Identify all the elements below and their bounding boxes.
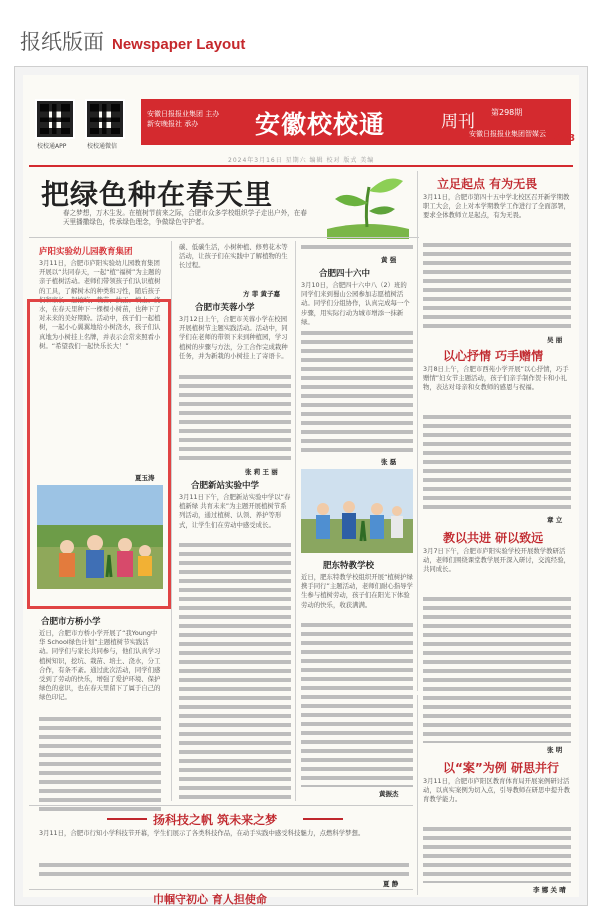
masthead-orgs: 安徽日报报业集团 主办 新安晚报社 承办 xyxy=(147,110,220,128)
story-body-continued xyxy=(39,861,409,877)
story-body-continued xyxy=(301,243,413,253)
lead-rule xyxy=(29,237,419,238)
newspaper-frame xyxy=(14,66,588,906)
story-title: 肥东特教学校 xyxy=(323,561,375,571)
newspaper-page xyxy=(23,75,579,906)
story-author: 张 明 xyxy=(547,746,563,754)
caption-english: Newspaper Layout xyxy=(112,36,246,53)
story-body: 3月8日上午，合肥市西苑小学开展“以心抒情，巧手赠情”妇女节主题活动，孩子们亲手制作贺卡和小礼物，表达对母亲和女教师的感恩与祝福。 xyxy=(423,365,569,392)
caption-chinese: 报纸版面 xyxy=(20,30,104,54)
section-rule xyxy=(29,889,413,890)
column-divider xyxy=(171,241,172,801)
story-body-continued xyxy=(423,413,571,513)
story-body-continued xyxy=(39,715,161,815)
column-divider xyxy=(417,695,418,895)
story-author: 章 立 xyxy=(547,516,563,524)
story-author: 吴 丽 xyxy=(547,336,563,344)
masthead-title: 安徽校校通 xyxy=(255,110,386,139)
app-qr-code xyxy=(37,101,73,137)
story-body: 3月11日，合肥市庐阳区教育体育局开展案例研讨活动，以真实案例为切入点，引导教师在研思中提升教育教学能力。 xyxy=(423,777,570,804)
story-author: 方 菲 黄子嘉 xyxy=(243,290,281,298)
story-title: 合肥新站实验中学 xyxy=(191,481,260,491)
headline-mark xyxy=(107,818,147,820)
column-divider xyxy=(417,171,418,691)
story-author: 张 磊 xyxy=(381,458,397,466)
story-body: 3月11日，合肥市行知小学科技节开幕，学生们展示了各类科技作品，在动手实践中感受科技魅力，点燃科学梦想。 xyxy=(39,829,365,837)
story-headline: 巾帼守初心 育人担使命 xyxy=(153,893,267,906)
story-author: 黄 强 xyxy=(381,256,397,264)
figure-caption xyxy=(20,26,245,56)
story-headline: 扬科技之帆 筑未来之梦 xyxy=(153,813,278,827)
story-body-continued xyxy=(301,329,413,455)
story-headline: 立足起点 有为无畏 xyxy=(437,177,538,191)
story-body: 3月12日上午，合肥市芙蓉小学在校园开展植树节主题实践活动。活动中，同学们在老师的带领下来到种植园，学习植树的步骤与方法，分工合作完成栽种任务，并为新栽的小树挂上了寄语卡。 xyxy=(179,315,288,360)
section-rule xyxy=(29,805,413,806)
wechat-qr-label: 校校通微信 xyxy=(87,143,118,150)
dateline: 2024年3月16日 星期六 编辑 校对 版式 美编 xyxy=(228,157,375,164)
story-title: 庐阳实验幼儿园教育集团 xyxy=(39,247,133,257)
story-body-continued xyxy=(301,621,413,787)
story-body: 3月11日，合肥市第四十五中学北校区召开新学期教职工大会，会上对本学期教学工作进行了全面部署，要求全体教师立足起点，有为无畏。 xyxy=(423,193,570,220)
highlight-box xyxy=(27,299,171,609)
story-headline: 教以共进 研以致远 xyxy=(443,531,544,545)
masthead-banner xyxy=(141,99,571,145)
story-title: 合肥市芙蓉小学 xyxy=(195,303,255,313)
story-body: 近日，合肥市方桥小学开展了“我Young中华 School绿色计划”主题植树节实践活动。同学们与家长共同参与，他们认真学习植树知识，挖坑、栽苗、培土、浇水，分工合作，有条不紊。通过此次活动，同学们感受到了劳动的快乐，增强了爱护环境、保护绿色的意识，也在春天里留下了属于自己的绿色印记。 xyxy=(39,629,161,702)
story-body: 近日，肥东特教学校组织开展“植树护绿 携手同行”主题活动，老师们耐心指导学生参与植树劳动，孩子们在阳光下体验劳动的快乐，收获满满。 xyxy=(301,573,413,609)
sprout-illustration xyxy=(317,167,417,239)
story-body-continued xyxy=(423,241,571,333)
lead-headline: 把绿色种在春天里 xyxy=(41,178,274,211)
story-body-continued xyxy=(423,825,571,883)
story-body-continued xyxy=(179,373,291,465)
masthead-issue: 第298期 xyxy=(491,108,523,117)
wechat-qr-code xyxy=(87,101,123,137)
story-author: 夏玉涛 xyxy=(135,474,155,482)
story-author: 黄振杰 xyxy=(379,790,399,798)
special-school-photo xyxy=(301,469,413,553)
story-headline: 以心抒情 巧手赠情 xyxy=(443,349,544,363)
story-body: 3月11日，合肥市庐阳实验幼儿园教育集团开展以“共同春天，一起“植”福树”为主题的亲子植树活动。老师们带领孩子们认识植树的工具，了解树木的种类和习性，随后孩子们和家长一起挖坑、栽苗、扶正、填土、浇水，在春天里种下一棵棵小树苗，也种下了对未来的美好期盼。活动中，孩子们一起植树，一起小心翼翼地给小树浇水，孩子们认真地为小树挂上名牌，并表示会常来照看小树。“希望我们一起快乐长大！” xyxy=(39,259,161,350)
story-body-continued xyxy=(179,541,291,803)
story-body: 碳、低碳生活，小树种植、修剪花木等活动，让孩子们在实践中了解植物的生长过程。 xyxy=(179,243,288,270)
story-body: 3月7日下午，合肥市庐阳实验学校开展数学教研活动，老师们围绕课堂教学展开深入研讨，交流经验，共同成长。 xyxy=(423,547,570,574)
story-headline: 以“案”为例 研思并行 xyxy=(443,761,559,775)
masthead-periodic: 周刊 xyxy=(441,112,475,132)
masthead-publisher: 安徽日报报业集团智媒云 xyxy=(469,130,546,138)
column-divider xyxy=(295,241,296,801)
app-qr-label: 校校通APP xyxy=(37,143,67,150)
story-title: 合肥四十六中 xyxy=(319,269,371,279)
story-author: 张 莉 王 丽 xyxy=(245,468,278,476)
masthead-rule xyxy=(29,165,573,167)
lead-deck: 春之梦想，万木生发。在植树节前来之际，合肥市众多学校组织学子走出户外，在春天里播撒绿色，传承绿色理念，争做绿色守护者。 xyxy=(63,209,307,227)
headline-mark xyxy=(303,818,343,820)
story-author: 夏 静 xyxy=(383,880,399,888)
story-body: 3月10日，合肥四十六中八（2）班的同学们来到蜀山公园参加志愿植树活动。同学们分组协作，认真完成每一个步骤，用实际行动为城市增添一抹新绿。 xyxy=(301,281,410,326)
story-body-continued xyxy=(423,595,571,743)
story-body: 3月11日下午，合肥新站实验中学以“春植新绿 共育未来”为主题开展植树节系列活动，通过植树、认领、养护等形式，让学生们在劳动中感受成长。 xyxy=(179,493,291,529)
story-title: 合肥市方桥小学 xyxy=(41,617,101,627)
page-number: A08 xyxy=(553,133,575,144)
story-author: 李 娜 关 晴 xyxy=(533,886,566,894)
